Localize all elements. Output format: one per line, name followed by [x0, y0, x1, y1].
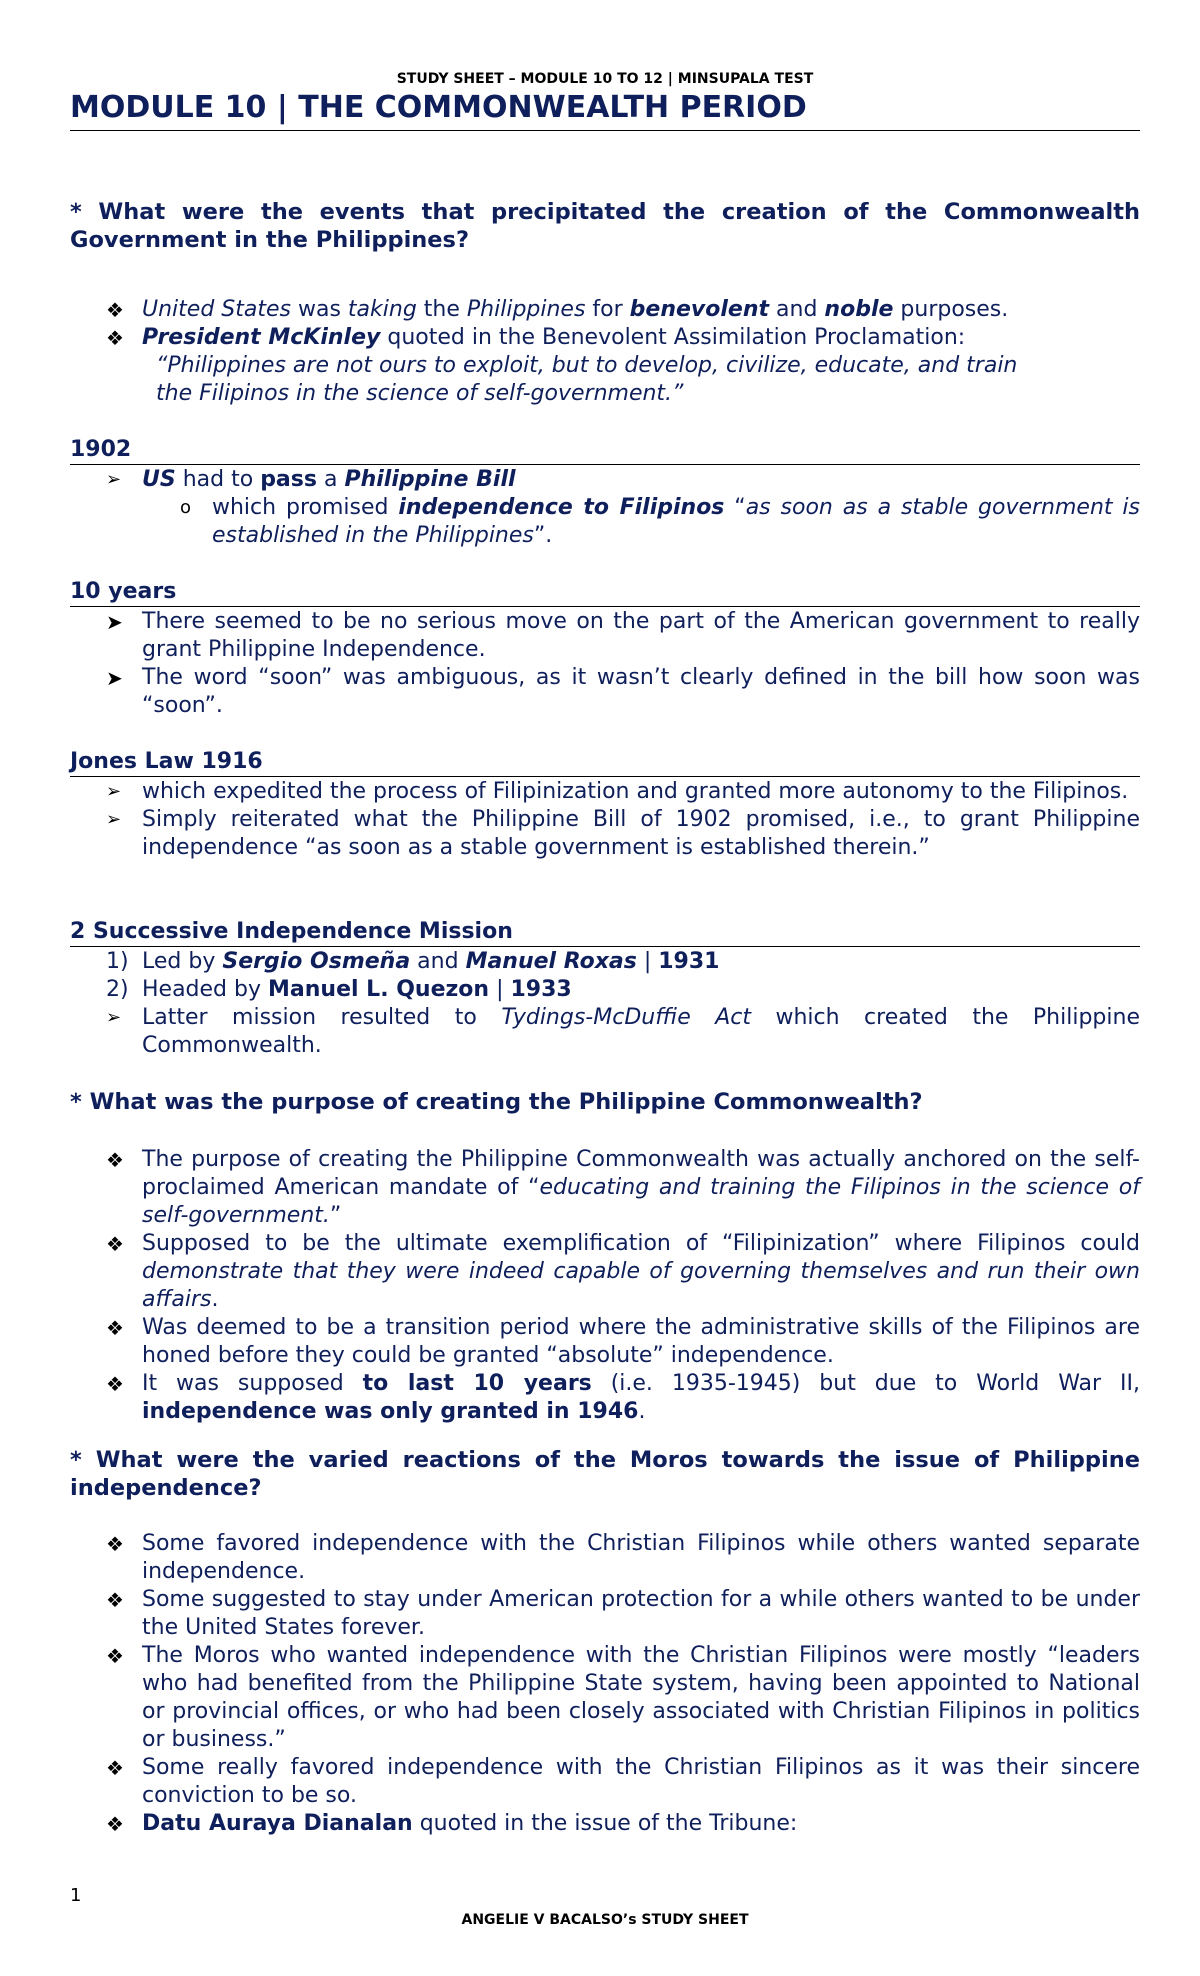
arrowhead-bullet-icon: ➤ [106, 610, 123, 634]
diamond-bullet-icon: ❖ [106, 1232, 124, 1256]
q3-list [70, 1530, 1140, 1838]
diamond-bullet-icon: ❖ [106, 1532, 124, 1556]
list-item: ➢ US had to pass a Philippine Bill [106, 467, 516, 492]
diamond-bullet-icon: ❖ [106, 1756, 124, 1780]
question-2: * What was the purpose of creating the Philippine Commonwealth? [70, 1089, 923, 1115]
list-item: ❖ The Moros who wanted independence with the Christian Filipinos were mostly “leaders who had benefited from the Philippine State system, having been appointed to National or provincial offices, or who had been closely associated with Christian Filipinos in politics or business.” [106, 1643, 1140, 1752]
running-header: STUDY SHEET – MODULE 10 TO 12 | MINSUPALA TEST [396, 71, 814, 87]
diamond-bullet-icon: ❖ [106, 1588, 124, 1612]
diamond-bullet-icon: ❖ [106, 1644, 124, 1668]
list-item: ❖ Datu Auraya Dianalan quoted in the issue of the Tribune: [106, 1811, 798, 1836]
diamond-bullet-icon: ❖ [106, 298, 124, 322]
list-item: ❖ It was supposed to last 10 years (i.e. 1935-1945) but due to World War II, independence was only granted in 1946. [106, 1371, 1140, 1424]
list-item: ❖ President McKinley quoted in the Benevolent Assimilation Proclamation: [106, 325, 966, 350]
section-1902-list [70, 466, 1140, 550]
list-item: ➤ The word “soon” was ambiguous, as it wasn’t clearly defined in the bill how soon was “soon”. [106, 665, 1140, 718]
list-item: 1) Led by Sergio Osmeña and Manuel Roxas | 1931 [106, 949, 720, 974]
arrow-bullet-icon: ➢ [106, 781, 122, 802]
sub-list-item: o which promised independence to Filipinos “as soon as a stable government is established in the Philippines”. [180, 495, 1140, 548]
list-item: ➢ which expedited the process of Filipinization and granted more autonomy to the Filipinos. [106, 779, 1129, 804]
circle-bullet-icon: o [180, 497, 192, 518]
q2-list [70, 1146, 1140, 1426]
list-item: ❖ United States was taking the Philippines for benevolent and noble purposes. [106, 297, 1009, 322]
list-item: ❖ Some really favored independence with the Christian Filipinos as it was their sincere conviction to be so. [106, 1755, 1140, 1808]
list-item: ➢ Simply reiterated what the Philippine Bill of 1902 promised, i.e., to grant Philippine independence “as soon as a stable government is established therein.” [106, 807, 1140, 860]
section-heading-10-years: 10 years [70, 578, 1140, 607]
list-item: ❖ The purpose of creating the Philippine Commonwealth was actually anchored on the self-proclaimed American mandate of “educating and training the Filipinos in the science of self-government.” [106, 1147, 1140, 1228]
arrow-bullet-icon: ➢ [106, 809, 122, 830]
list-item: 2) Headed by Manuel L. Quezon | 1933 [106, 977, 572, 1002]
question-1: * What were the events that precipitated the creation of the Commonwealth Government in the Philippines? [70, 199, 1140, 253]
diamond-bullet-icon: ❖ [106, 1372, 124, 1396]
arrowhead-bullet-icon: ➤ [106, 666, 123, 690]
list-item: ❖ Was deemed to be a transition period where the administrative skills of the Filipinos are honed before they could be granted “absolute” independence. [106, 1315, 1140, 1368]
list-item: ➤ There seemed to be no serious move on the part of the American government to really grant Philippine Independence. [106, 609, 1140, 662]
list-item: ❖ Some favored independence with the Christian Filipinos while others wanted separate independence. [106, 1531, 1140, 1584]
q1-list [70, 296, 1140, 408]
section-heading-independence-mission: 2 Successive Independence Mission [70, 918, 1140, 947]
question-3: * What were the varied reactions of the Moros towards the issue of Philippine independence? [70, 1447, 1140, 1501]
page-number: 1 [70, 1885, 82, 1906]
section-heading-jones-law: Jones Law 1916 [70, 748, 1140, 777]
running-footer: ANGELIE V BACALSO’s STUDY SHEET [461, 1912, 749, 1928]
list-item: ➢ Latter mission resulted to Tydings-McDuffie Act which created the Philippine Commonwealth. [106, 1005, 1140, 1058]
section-heading-1902: 1902 [70, 436, 1140, 465]
arrow-bullet-icon: ➢ [106, 469, 122, 490]
list-item: ❖ Supposed to be the ultimate exemplification of “Filipinization” where Filipinos could demonstrate that they were indeed capable of governing themselves and run their own affairs. [106, 1231, 1140, 1312]
list-item: ❖ Some suggested to stay under American protection for a while others wanted to be under the United States forever. [106, 1587, 1140, 1640]
diamond-bullet-icon: ❖ [106, 326, 124, 350]
mckinley-quote: “Philippines are not ours to exploit, but to develop, civilize, educate, and train the Filipinos in the science of self-government.” [156, 353, 1018, 406]
diamond-bullet-icon: ❖ [106, 1316, 124, 1340]
section-10-years-list [70, 608, 1140, 720]
diamond-bullet-icon: ❖ [106, 1812, 124, 1836]
section-jones-law-list [70, 778, 1140, 862]
arrow-bullet-icon: ➢ [106, 1007, 122, 1028]
module-title: MODULE 10 | THE COMMONWEALTH PERIOD [70, 90, 1140, 131]
section-mission-list [70, 948, 1140, 1060]
diamond-bullet-icon: ❖ [106, 1148, 124, 1172]
